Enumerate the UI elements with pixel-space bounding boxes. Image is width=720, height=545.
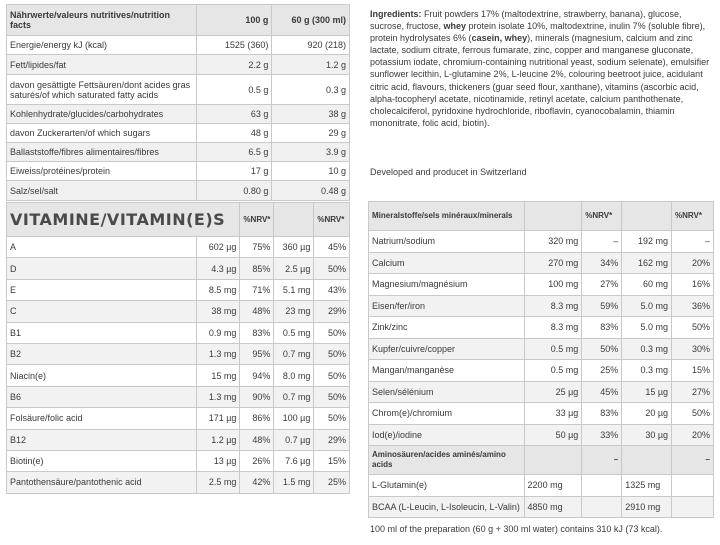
amount-100g: 1.2 µg xyxy=(197,429,240,450)
amount-100g: 171 µg xyxy=(197,408,240,429)
amino-header-blank xyxy=(524,446,582,475)
amino-nrv-1: – xyxy=(582,446,622,475)
nrv-100g: 94% xyxy=(240,365,274,386)
row-label: B12 xyxy=(7,429,197,450)
minerals-table xyxy=(368,201,714,518)
amount-serving: 5.0 mg xyxy=(622,317,672,339)
amount-serving: 8.0 mg xyxy=(274,365,314,386)
nrv-serving: – xyxy=(672,231,714,253)
table-row xyxy=(7,429,350,450)
nrv-serving: 16% xyxy=(672,274,714,296)
amount-100g: 2.5 mg xyxy=(197,472,240,493)
vitamins-table xyxy=(6,202,350,494)
nutrition-header-col1: 100 g xyxy=(196,5,272,36)
row-value-serving: 920 (218) xyxy=(272,36,350,55)
nrv-serving: 50% xyxy=(314,322,350,343)
row-value-serving: 10 g xyxy=(272,162,350,181)
empty-cell xyxy=(672,496,714,518)
row-value-100g: 6.5 g xyxy=(196,143,272,162)
row-label: B1 xyxy=(7,322,197,343)
nrv-serving: 43% xyxy=(314,279,350,300)
amount-100g: 4.3 µg xyxy=(197,258,240,279)
row-label: Salz/sel/salt xyxy=(7,181,197,201)
row-label: davon gesättigte Fettsäuren/dont acides gras saturés/of which saturated fatty acids xyxy=(7,75,197,105)
row-value-serving: 29 g xyxy=(272,124,350,143)
amount-serving: 1325 mg xyxy=(622,475,672,497)
nutrition-table xyxy=(6,4,350,201)
table-row xyxy=(369,295,714,317)
nrv-serving: 50% xyxy=(672,317,714,339)
row-label: Niacin(e) xyxy=(7,365,197,386)
table-row xyxy=(7,450,350,471)
row-label: Eiweiss/protéines/protein xyxy=(7,162,197,181)
row-label: B2 xyxy=(7,343,197,364)
amount-serving: 30 µg xyxy=(622,424,672,446)
nrv-100g: 50% xyxy=(582,338,622,360)
nrv-serving: 50% xyxy=(314,343,350,364)
amount-serving: 0.7 µg xyxy=(274,429,314,450)
table-row xyxy=(369,424,714,446)
row-label: Mangan/manganèse xyxy=(369,360,525,382)
row-value-100g: 63 g xyxy=(196,105,272,124)
nrv-serving: 50% xyxy=(314,258,350,279)
amount-100g: 2200 mg xyxy=(524,475,582,497)
row-value-serving: 3.9 g xyxy=(272,143,350,162)
nrv-100g: 59% xyxy=(582,295,622,317)
table-row xyxy=(369,317,714,339)
amount-100g: 25 µg xyxy=(524,381,582,403)
nrv-serving: 20% xyxy=(672,424,714,446)
nrv-serving: 45% xyxy=(314,237,350,258)
nrv-100g: 48% xyxy=(240,429,274,450)
amount-100g: 38 mg xyxy=(197,301,240,322)
nrv-100g: 45% xyxy=(582,381,622,403)
nrv-serving: 50% xyxy=(314,386,350,407)
table-row xyxy=(7,143,350,162)
table-row xyxy=(7,55,350,75)
amount-serving: 360 µg xyxy=(274,237,314,258)
row-value-100g: 1525 (360) xyxy=(196,36,272,55)
amino-header-blank xyxy=(622,446,672,475)
nrv-serving: 50% xyxy=(314,365,350,386)
row-label: Natrium/sodium xyxy=(369,231,525,253)
row-label: Calcium xyxy=(369,252,525,274)
table-row xyxy=(369,338,714,360)
amount-100g: 0.9 mg xyxy=(197,322,240,343)
ingredients-text xyxy=(370,8,714,129)
nrv-serving: 20% xyxy=(672,252,714,274)
amount-100g: 0.5 mg xyxy=(524,338,582,360)
row-value-serving: 1.2 g xyxy=(272,55,350,75)
ingredients-part-3: ), minerals (magnesium, calcium and zinc lactate, sodium citrate, ferrous fumarate, zinc, copper and manganese gluconate, potassium iodate, chromium-containing nutritional yeast, sodium selenate), emulsifier sunflower lecithin, L-glutamine 2%, L-leucine 2%, colouring beetroot juice, acidulant citric acid, flavours, thickeners (guar seed flour, xanthane), vitamins (ascorbic acid, alpha-tocopheryl acetate, nicotinamide, retinyl acetate, calcium panthothenate, cholecalciferol, pyridoxine hydrochloride, riboflavin, cyanocobalamin, thiamin mononitrate, folic acid, biotin). xyxy=(370,33,710,128)
row-label: Selen/sélénium xyxy=(369,381,525,403)
nrv-100g: 95% xyxy=(240,343,274,364)
row-label: A xyxy=(7,237,197,258)
row-label: E xyxy=(7,279,197,300)
production-note: Developed and producet in Switzerland xyxy=(370,167,527,177)
nutrition-header-label: Nährwerte/valeurs nutritives/nutrition facts xyxy=(7,5,197,36)
amount-100g: 320 mg xyxy=(524,231,582,253)
amount-100g: 8.5 mg xyxy=(197,279,240,300)
amount-100g: 33 µg xyxy=(524,403,582,425)
table-row xyxy=(369,231,714,253)
nrv-100g: 90% xyxy=(240,386,274,407)
table-row xyxy=(369,496,714,518)
amount-serving: 5.1 mg xyxy=(274,279,314,300)
amount-100g: 270 mg xyxy=(524,252,582,274)
nrv-100g: 83% xyxy=(582,403,622,425)
table-row xyxy=(369,252,714,274)
row-label: Magnesium/magnésium xyxy=(369,274,525,296)
empty-cell xyxy=(582,475,622,497)
row-label: Folsäure/folic acid xyxy=(7,408,197,429)
amount-100g: 0.5 mg xyxy=(524,360,582,382)
nrv-serving: 25% xyxy=(314,472,350,493)
nrv-100g: 42% xyxy=(240,472,274,493)
row-label: Kupfer/cuivre/copper xyxy=(369,338,525,360)
nrv-100g: 83% xyxy=(240,322,274,343)
nrv-100g: 27% xyxy=(582,274,622,296)
amount-serving: 0.7 mg xyxy=(274,343,314,364)
nrv-100g: 85% xyxy=(240,258,274,279)
vitamins-header-row xyxy=(7,203,350,237)
vitamins-title: VITAMINE/VITAMIN(E)S xyxy=(7,203,240,237)
amount-serving: 1.5 mg xyxy=(274,472,314,493)
amino-title: Aminosäuren/acides aminés/amino acids xyxy=(369,446,525,475)
amount-100g: 4850 mg xyxy=(524,496,582,518)
ingredients-allergen-2: casein, whey xyxy=(471,33,528,44)
footnote: 100 ml of the preparation (60 g + 300 ml water) contains 310 kJ (73 kcal). xyxy=(370,524,663,534)
nutrition-header-col2: 60 g (300 ml) xyxy=(272,5,350,36)
table-row xyxy=(369,274,714,296)
table-row xyxy=(7,181,350,201)
amount-serving: 23 mg xyxy=(274,301,314,322)
empty-cell xyxy=(672,475,714,497)
ingredients-part-1: Fruit powders 17% (maltodextrine, strawberry, banana), glucose, sucrose, fructose, xyxy=(370,9,682,32)
vitamins-nrv-header-2: %NRV* xyxy=(314,203,350,237)
amount-100g: 50 µg xyxy=(524,424,582,446)
amount-serving: 0.3 mg xyxy=(622,338,672,360)
nrv-100g: – xyxy=(582,231,622,253)
minerals-header-row xyxy=(369,202,714,231)
row-label: davon Zuckerarten/of which sugars xyxy=(7,124,197,143)
minerals-nrv-header-2: %NRV* xyxy=(672,202,714,231)
amount-serving: 100 µg xyxy=(274,408,314,429)
amount-100g: 602 µg xyxy=(197,237,240,258)
row-label: Chrom(e)/chromium xyxy=(369,403,525,425)
amount-serving: 0.7 mg xyxy=(274,386,314,407)
amount-100g: 15 mg xyxy=(197,365,240,386)
amount-serving: 15 µg xyxy=(622,381,672,403)
row-value-serving: 0.48 g xyxy=(272,181,350,201)
table-row xyxy=(7,237,350,258)
row-label: Zink/zinc xyxy=(369,317,525,339)
table-row xyxy=(7,408,350,429)
nutrition-header-row xyxy=(7,5,350,36)
amount-serving: 7.6 µg xyxy=(274,450,314,471)
nrv-100g: 86% xyxy=(240,408,274,429)
row-value-100g: 0.5 g xyxy=(196,75,272,105)
row-value-100g: 17 g xyxy=(196,162,272,181)
nrv-serving: 15% xyxy=(314,450,350,471)
row-label: Iod(e)/iodine xyxy=(369,424,525,446)
nrv-100g: 83% xyxy=(582,317,622,339)
ingredients-allergen-1: whey xyxy=(443,21,467,32)
nrv-serving: 29% xyxy=(314,301,350,322)
row-label: Eisen/fer/iron xyxy=(369,295,525,317)
table-row xyxy=(369,381,714,403)
amino-header-row xyxy=(369,446,714,475)
amount-serving: 60 mg xyxy=(622,274,672,296)
amount-100g: 1.3 mg xyxy=(197,343,240,364)
table-row xyxy=(7,75,350,105)
row-label: Energie/energy kJ (kcal) xyxy=(7,36,197,55)
nrv-serving: 29% xyxy=(314,429,350,450)
amount-serving: 0.5 mg xyxy=(274,322,314,343)
nrv-100g: 33% xyxy=(582,424,622,446)
table-row xyxy=(369,475,714,497)
amino-nrv-2: – xyxy=(672,446,714,475)
minerals-title: Mineralstoffe/sels minéraux/minerals xyxy=(369,202,525,231)
nrv-serving: 36% xyxy=(672,295,714,317)
minerals-nrv-header-1: %NRV* xyxy=(582,202,622,231)
table-row xyxy=(7,472,350,493)
row-value-100g: 2.2 g xyxy=(196,55,272,75)
table-row xyxy=(7,124,350,143)
row-label: BCAA (L-Leucin, L-Isoleucin, L-Valin) xyxy=(369,496,525,518)
nrv-100g: 34% xyxy=(582,252,622,274)
row-label: B6 xyxy=(7,386,197,407)
row-label: Kohlenhydrate/glucides/carbohydrates xyxy=(7,105,197,124)
table-row xyxy=(7,365,350,386)
nrv-serving: 50% xyxy=(672,403,714,425)
row-label: Ballaststoffe/fibres alimentaires/fibres xyxy=(7,143,197,162)
table-row xyxy=(7,162,350,181)
row-label: Pantothensäure/pantothenic acid xyxy=(7,472,197,493)
nrv-100g: 75% xyxy=(240,237,274,258)
ingredients-label: Ingredients: xyxy=(370,9,422,19)
amount-serving: 192 mg xyxy=(622,231,672,253)
table-row xyxy=(7,343,350,364)
table-row xyxy=(7,279,350,300)
row-value-100g: 0.80 g xyxy=(196,181,272,201)
row-value-serving: 38 g xyxy=(272,105,350,124)
table-row xyxy=(7,386,350,407)
row-label: Biotin(e) xyxy=(7,450,197,471)
nrv-100g: 26% xyxy=(240,450,274,471)
nrv-serving: 30% xyxy=(672,338,714,360)
amount-serving: 0.3 mg xyxy=(622,360,672,382)
nrv-serving: 27% xyxy=(672,381,714,403)
nrv-100g: 25% xyxy=(582,360,622,382)
table-row xyxy=(7,105,350,124)
table-row xyxy=(7,36,350,55)
row-label: Fett/lipides/fat xyxy=(7,55,197,75)
amount-100g: 100 mg xyxy=(524,274,582,296)
vitamins-nrv-header-1: %NRV* xyxy=(240,203,274,237)
amount-serving: 5.0 mg xyxy=(622,295,672,317)
empty-cell xyxy=(582,496,622,518)
table-row xyxy=(369,403,714,425)
nrv-100g: 48% xyxy=(240,301,274,322)
nrv-serving: 50% xyxy=(314,408,350,429)
amount-100g: 1.3 mg xyxy=(197,386,240,407)
ingredients-part-2: protein isolate 10%, maltodextrine, inulin 7% (soluble fibre), protein hydrolysates 6% ( xyxy=(370,21,706,44)
amount-100g: 8.3 mg xyxy=(524,317,582,339)
amount-100g: 8.3 mg xyxy=(524,295,582,317)
row-label: C xyxy=(7,301,197,322)
amount-100g: 13 µg xyxy=(197,450,240,471)
row-value-100g: 48 g xyxy=(196,124,272,143)
nrv-serving: 15% xyxy=(672,360,714,382)
row-label: L-Glutamin(e) xyxy=(369,475,525,497)
amount-serving: 2910 mg xyxy=(622,496,672,518)
amount-serving: 20 µg xyxy=(622,403,672,425)
amount-serving: 2.5 µg xyxy=(274,258,314,279)
amount-serving: 162 mg xyxy=(622,252,672,274)
table-row xyxy=(7,301,350,322)
table-row xyxy=(7,258,350,279)
nrv-100g: 71% xyxy=(240,279,274,300)
row-value-serving: 0.3 g xyxy=(272,75,350,105)
row-label: D xyxy=(7,258,197,279)
table-row xyxy=(7,322,350,343)
table-row xyxy=(369,360,714,382)
